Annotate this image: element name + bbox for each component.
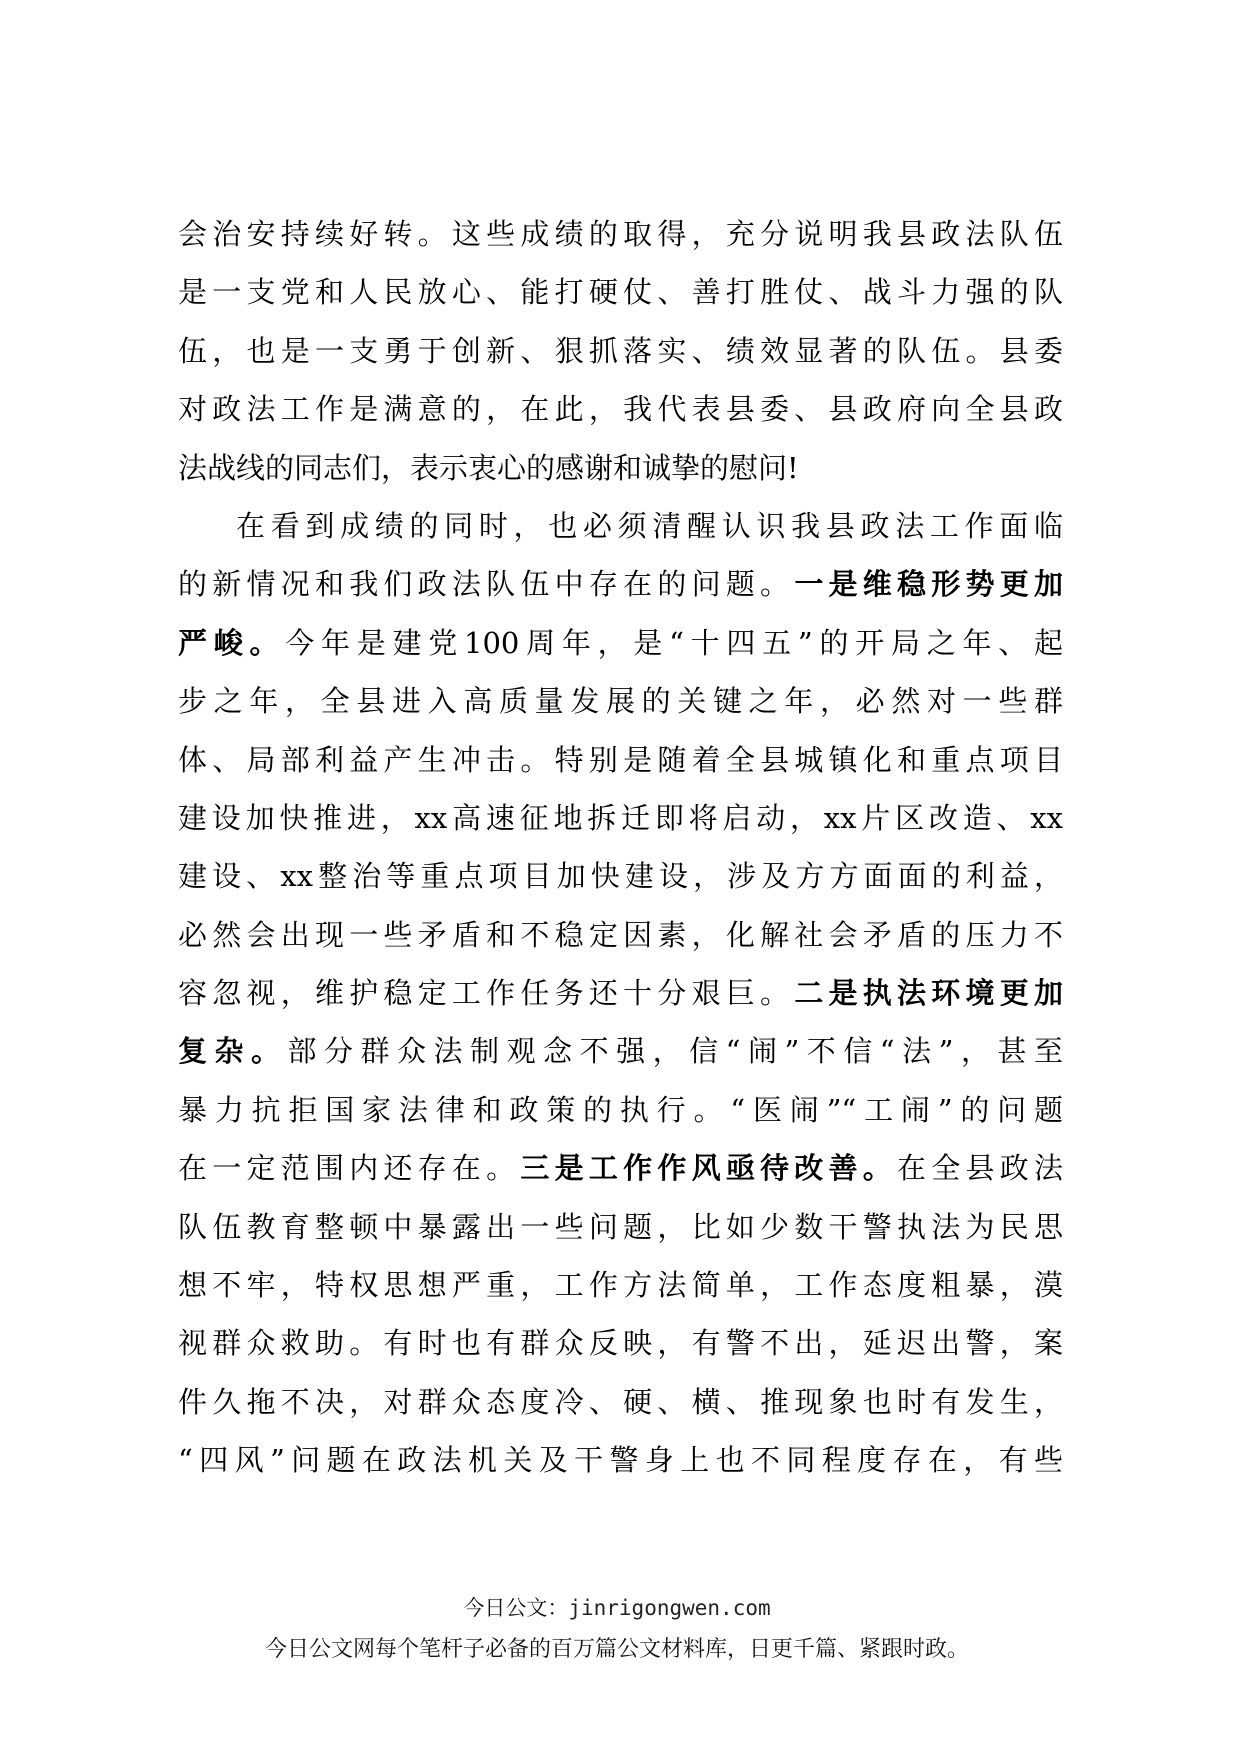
heading-stability: 一是维稳形势更加 bbox=[794, 567, 1063, 602]
footer-site-label: 今日公文： bbox=[463, 1596, 569, 1620]
text-line bbox=[178, 964, 1063, 1022]
text-line bbox=[178, 1022, 1063, 1080]
footer-site-url[interactable]: jinrigongwen.com bbox=[568, 1596, 771, 1620]
heading-law-enforcement: 二是执法环境更加 bbox=[794, 976, 1063, 1011]
text-line: 对政法工作是满意的，在此，我代表县委、县政府向全县政 bbox=[178, 392, 1063, 427]
text-line: 体、局部利益产生冲击。特别是随着全县城镇化和重点项目 bbox=[178, 742, 1063, 777]
footer-site bbox=[0, 1592, 1234, 1622]
document-body bbox=[178, 205, 1063, 1490]
text-line: 步之年，全县进入高质量发展的关键之年，必然对一些群 bbox=[178, 684, 1063, 719]
text-line: 会治安持续好转。这些成绩的取得，充分说明我县政法队伍 bbox=[178, 217, 1063, 251]
text-span: 容忽视，维护稳定工作任务还十分艰巨。 bbox=[178, 976, 795, 1011]
heading-work-style: 三是工作作风亟待改善。 bbox=[520, 1151, 898, 1186]
text-line: 是一支党和人民放心、能打硬仗、善打胜仗、战斗力强的队 bbox=[178, 275, 1063, 310]
text-line: 在看到成绩的同时，也必须清醒认识我县政法工作面临 bbox=[236, 508, 1063, 543]
text-span: 在一定范围内还存在。 bbox=[178, 1151, 521, 1186]
text-line bbox=[178, 1139, 1063, 1197]
text-line: 件久拖不决，对群众态度冷、硬、横、推现象也时有发生， bbox=[178, 1384, 1063, 1419]
text-line: 建设、xx整治等重点项目加快建设，涉及方方面面的利益， bbox=[178, 859, 1063, 894]
heading-law-enforcement-end: 复杂。 bbox=[178, 1034, 288, 1069]
text-line: 想不牢，特权思想严重，工作方法简单，工作态度粗暴，漠 bbox=[178, 1268, 1063, 1303]
text-line: 必然会出现一些矛盾和不稳定因素，化解社会矛盾的压力不 bbox=[178, 917, 1063, 952]
text-line: 法战线的同志们，表示衷心的感谢和诚挚的慰问! bbox=[178, 450, 799, 485]
text-line: 伍，也是一支勇于创新、狠抓落实、绩效显著的队伍。县委 bbox=[178, 333, 1063, 368]
text-line: 队伍教育整顿中暴露出一些问题，比如少数干警执法为民思 bbox=[178, 1209, 1063, 1244]
heading-stability-end: 严峻。 bbox=[178, 625, 286, 660]
text-line: “四风”问题在政法机关及干警身上也不同程度存在，有些 bbox=[178, 1443, 1063, 1478]
text-span: 部分群众法制观念不强，信“闹”不信“法”，甚至 bbox=[287, 1034, 1063, 1069]
footer-tagline: 今日公文网每个笔杆子必备的百万篇公文材料库，日更千篇、紧跟时政。 bbox=[264, 1637, 969, 1662]
paragraph-problems bbox=[178, 497, 1063, 1490]
text-span: 的新情况和我们政法队伍中存在的问题。 bbox=[178, 567, 795, 602]
text-span: 今年是建党100周年，是“十四五”的开局之年、起 bbox=[285, 625, 1063, 660]
text-line: 暴力抗拒国家法律和政策的执行。“医闹”“工闹”的问题 bbox=[178, 1092, 1063, 1127]
text-line bbox=[178, 614, 1063, 672]
text-line: 建设加快推进，xx高速征地拆迁即将启动，xx片区改造、xx bbox=[178, 800, 1063, 835]
text-span: 在全县政法 bbox=[897, 1151, 1063, 1186]
text-line: 视群众救助。有时也有群众反映，有警不出，延迟出警，案 bbox=[178, 1326, 1063, 1361]
paragraph-achievements bbox=[178, 205, 1063, 497]
text-line bbox=[178, 555, 1063, 613]
